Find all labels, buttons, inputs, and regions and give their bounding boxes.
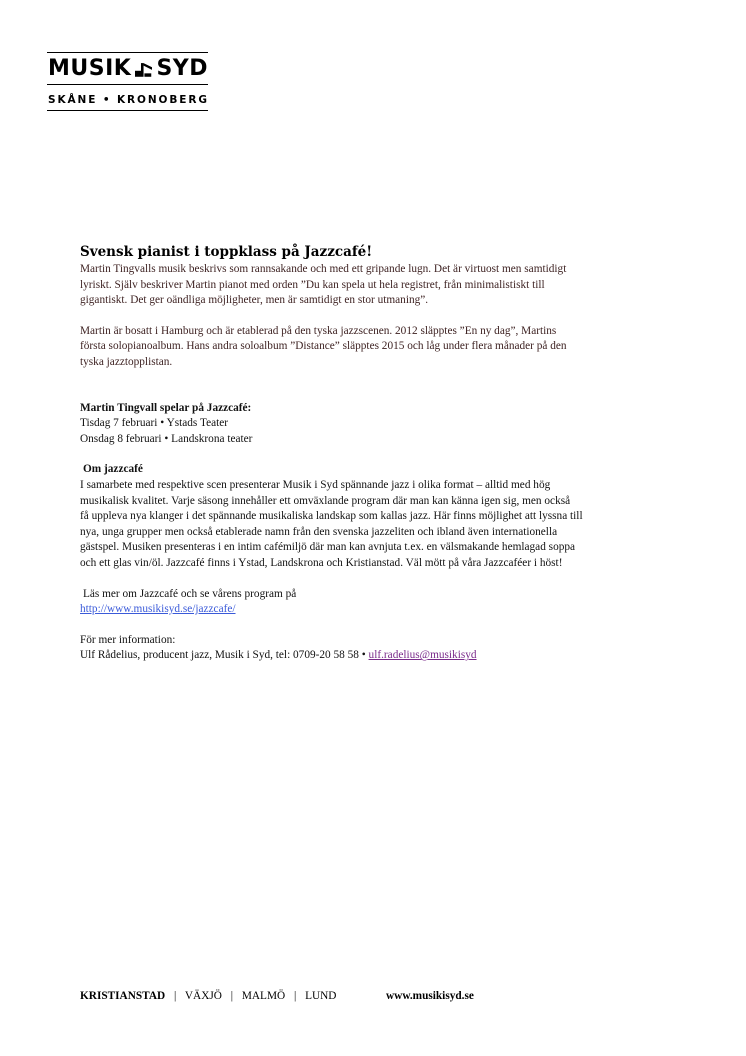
jazzcafe-link[interactable]: http://www.musikisyd.se/jazzcafe/ <box>80 603 236 616</box>
concerts-section <box>80 401 650 448</box>
about-line: och ett glas vin/öl. Jazzcafé finns i Ystad, Landskrona och Kristianstad. Väl mött på våra Jazzcaféer i höst! <box>80 556 563 569</box>
footer <box>80 990 474 1002</box>
music-note-icon <box>135 61 152 78</box>
bio-line: Martin är bosatt i Hamburg och är etablerad på den tyska jazzscenen. 2012 släpptes ”En ny dag”, Martins <box>80 324 557 337</box>
intro-line: lyriskt. Själv beskriver Martin pianot med orden ”Du kan spela ut hela registret, från minimalistiskt till <box>80 278 545 291</box>
read-more-text: Läs mer om Jazzcafé och se vårens program på <box>83 587 297 600</box>
info-heading: För mer information: <box>80 633 176 646</box>
about-line: gästspel. Musiken presenteras i en intim cafémiljö där man kan avnjuta t.ex. en välsmakande hemlagad soppa <box>80 541 576 554</box>
concert-date: Tisdag 7 februari • Ystads Teater <box>80 417 229 430</box>
about-line: musikalisk kvalitet. Varje säsong innehåller ett omväxlande program där man kan känna igen sig, men också <box>80 494 571 507</box>
footer-city: LUND <box>305 990 337 1002</box>
about-line: nya, unga grupper men också etablerade namn från den svenska jazzeliten och ibland även internationella <box>80 525 558 538</box>
logo-top-rule <box>47 52 208 53</box>
article <box>80 244 650 664</box>
contact-email-link[interactable]: ulf.radelius@musikisyd <box>368 649 477 662</box>
about-line: I samarbete med respektive scen presenterar Musik i Syd spännande jazz i olika format – alltid med hög <box>80 478 551 491</box>
logo-bottom-rule <box>47 110 208 111</box>
logo-title <box>48 56 208 82</box>
footer-website: www.musikisyd.se <box>386 990 474 1002</box>
footer-city: MALMÖ <box>241 990 286 1002</box>
logo-subtitle: SKÅNE • KRONOBERG <box>48 94 209 106</box>
bio-line: första solopianoalbum. Hans andra soloalbum ”Distance” släpptes 2015 och låg under flera månader på den <box>80 340 567 353</box>
intro-line: gigantiskt. Det ger oändliga möjligheter, men är samtidigt en stor utmaning”. <box>80 294 429 307</box>
footer-separator: | <box>230 990 234 1002</box>
read-more-section <box>80 587 650 618</box>
contact-text: Ulf Rådelius, producent jazz, Musik i Syd, tel: 0709-20 58 58 • <box>80 649 366 662</box>
about-section <box>80 462 650 571</box>
concert-date: Onsdag 8 februari • Landskrona teater <box>80 432 253 445</box>
about-heading: Om jazzcafé <box>83 463 143 476</box>
intro-line: Martin Tingvalls musik beskrivs som rannsakande och med ett gripande lugn. Det är virtuost men samtidigt <box>80 263 567 275</box>
logo-title-right: SYD <box>156 56 208 81</box>
concerts-heading: Martin Tingvall spelar på Jazzcafé: <box>80 401 252 414</box>
musik-i-syd-logo <box>47 52 208 111</box>
logo-title-left: MUSIK <box>48 56 132 81</box>
footer-separator: | <box>174 990 177 1002</box>
footer-city: VÄXJÖ <box>184 990 222 1002</box>
article-headline: Svensk pianist i toppklass på Jazzcafé! <box>80 244 373 260</box>
logo-middle-rule <box>47 84 208 85</box>
contact-section <box>80 633 650 664</box>
bio-paragraph <box>80 324 650 371</box>
footer-separator: | <box>293 990 297 1002</box>
about-line: få uppleva nya klanger i det spännande musikaliska landskap som kallas jazz. Här finns möjlighet att lyssna till <box>80 510 583 523</box>
footer-city-main: KRISTIANSTAD <box>80 990 166 1002</box>
intro-paragraph <box>80 262 650 309</box>
bio-line: tyska jazztopplistan. <box>80 355 173 368</box>
